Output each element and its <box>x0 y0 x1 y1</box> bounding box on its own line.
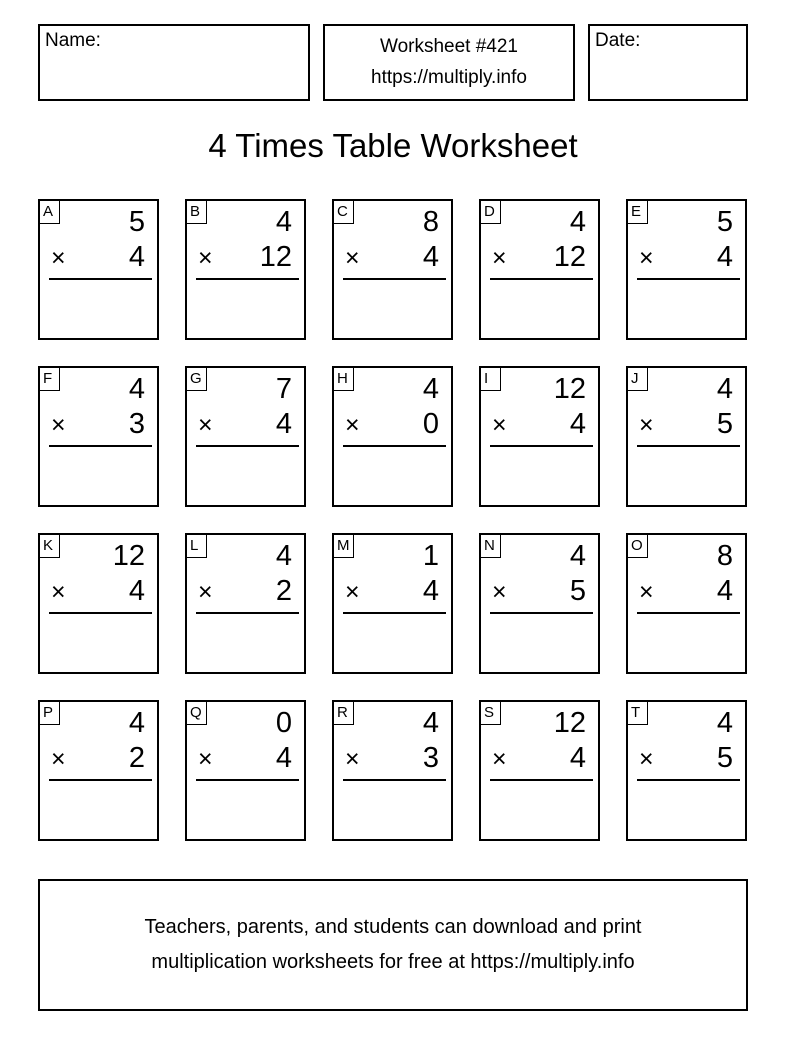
multiplicand: 0 <box>275 707 292 739</box>
multiplicand: 4 <box>128 707 145 739</box>
multiplicand: 8 <box>716 540 733 572</box>
problem-letter: R <box>334 702 354 725</box>
answer-line <box>49 445 152 447</box>
multiplier: 5 <box>716 408 733 440</box>
times-sign: × <box>198 244 213 272</box>
multiplier: 4 <box>128 575 145 607</box>
times-sign: × <box>345 578 360 606</box>
multiplicand: 12 <box>553 373 586 405</box>
answer-line <box>343 612 446 614</box>
times-sign: × <box>51 745 66 773</box>
answer-line <box>490 445 593 447</box>
times-sign: × <box>51 244 66 272</box>
answer-line <box>637 612 740 614</box>
problem-card <box>38 533 159 674</box>
worksheet-info-box <box>323 24 575 101</box>
multiplier: 3 <box>128 408 145 440</box>
times-sign: × <box>492 411 507 439</box>
multiplicand: 4 <box>275 206 292 238</box>
problem-card <box>38 366 159 507</box>
multiplier: 4 <box>716 575 733 607</box>
problem-letter: J <box>628 368 648 391</box>
problem-letter: B <box>187 201 207 224</box>
problem-card <box>479 366 600 507</box>
problem-card <box>626 533 747 674</box>
answer-line <box>343 278 446 280</box>
times-sign: × <box>198 411 213 439</box>
multiplier: 4 <box>275 408 292 440</box>
answer-line <box>196 445 299 447</box>
problem-card <box>479 199 600 340</box>
worksheet-number: Worksheet #421 <box>379 36 518 57</box>
footer-line-1: Teachers, parents, and students can download and print <box>144 916 642 938</box>
date-label: Date: <box>595 30 641 51</box>
multiplicand: 4 <box>569 540 586 572</box>
footer-line-2: multiplication worksheets for free at https://multiply.info <box>151 951 635 973</box>
problem-letter: C <box>334 201 354 224</box>
multiplier: 4 <box>569 408 586 440</box>
answer-line <box>490 612 593 614</box>
problem-letter: F <box>40 368 60 391</box>
name-field-box[interactable] <box>38 24 310 101</box>
multiplicand: 7 <box>275 373 292 405</box>
answer-line <box>49 278 152 280</box>
answer-line <box>343 779 446 781</box>
times-sign: × <box>492 578 507 606</box>
multiplicand: 12 <box>553 707 586 739</box>
multiplier: 12 <box>553 241 586 273</box>
multiplicand: 5 <box>128 206 145 238</box>
multiplicand: 1 <box>422 540 439 572</box>
times-sign: × <box>198 745 213 773</box>
multiplicand: 4 <box>422 707 439 739</box>
times-sign: × <box>345 745 360 773</box>
multiplier: 4 <box>275 742 292 774</box>
answer-line <box>196 612 299 614</box>
multiplier: 5 <box>569 575 586 607</box>
times-sign: × <box>51 411 66 439</box>
problem-card <box>479 533 600 674</box>
problem-letter: T <box>628 702 648 725</box>
times-sign: × <box>492 745 507 773</box>
problem-letter: P <box>40 702 60 725</box>
multiplicand: 4 <box>128 373 145 405</box>
problem-card <box>38 700 159 841</box>
times-sign: × <box>639 244 654 272</box>
problem-card <box>626 366 747 507</box>
multiplicand: 12 <box>112 540 145 572</box>
multiplier: 0 <box>422 408 439 440</box>
multiplicand: 5 <box>716 206 733 238</box>
problem-letter: M <box>334 535 354 558</box>
answer-line <box>196 278 299 280</box>
problem-letter: I <box>481 368 501 391</box>
multiplicand: 8 <box>422 206 439 238</box>
answer-line <box>196 779 299 781</box>
multiplier: 4 <box>569 742 586 774</box>
multiplier: 2 <box>128 742 145 774</box>
answer-line <box>343 445 446 447</box>
problem-card <box>185 700 306 841</box>
page-title: 4 Times Table Worksheet <box>208 127 578 164</box>
multiplier: 3 <box>422 742 439 774</box>
multiplicand: 4 <box>422 373 439 405</box>
problem-card <box>332 366 453 507</box>
multiplicand: 4 <box>716 373 733 405</box>
problem-card <box>479 700 600 841</box>
answer-line <box>637 779 740 781</box>
multiplicand: 4 <box>716 707 733 739</box>
problem-card <box>626 199 747 340</box>
problem-card <box>332 533 453 674</box>
problem-card <box>185 533 306 674</box>
times-sign: × <box>492 244 507 272</box>
times-sign: × <box>345 244 360 272</box>
answer-line <box>637 445 740 447</box>
problem-letter: S <box>481 702 501 725</box>
problem-card <box>38 199 159 340</box>
problem-letter: D <box>481 201 501 224</box>
problem-letter: N <box>481 535 501 558</box>
site-url[interactable]: https://multiply.info <box>371 67 527 88</box>
multiplier: 2 <box>275 575 292 607</box>
multiplier: 4 <box>422 575 439 607</box>
answer-line <box>49 612 152 614</box>
multiplier: 5 <box>716 742 733 774</box>
problem-letter: E <box>628 201 648 224</box>
date-field-box[interactable] <box>588 24 748 101</box>
problem-letter: A <box>40 201 60 224</box>
times-sign: × <box>639 745 654 773</box>
multiplier: 4 <box>128 241 145 273</box>
problem-letter: Q <box>187 702 207 725</box>
times-sign: × <box>639 578 654 606</box>
problem-card <box>626 700 747 841</box>
name-label: Name: <box>45 30 101 51</box>
problem-letter: H <box>334 368 354 391</box>
problem-card <box>332 700 453 841</box>
multiplier: 4 <box>716 241 733 273</box>
answer-line <box>490 278 593 280</box>
answer-line <box>490 779 593 781</box>
times-sign: × <box>345 411 360 439</box>
problem-letter: G <box>187 368 207 391</box>
problem-card <box>185 199 306 340</box>
answer-line <box>49 779 152 781</box>
times-sign: × <box>639 411 654 439</box>
problem-card <box>185 366 306 507</box>
multiplier: 12 <box>259 241 292 273</box>
answer-line <box>637 278 740 280</box>
problem-letter: O <box>628 535 648 558</box>
times-sign: × <box>198 578 213 606</box>
problem-letter: K <box>40 535 60 558</box>
problem-letter: L <box>187 535 207 558</box>
problem-card <box>332 199 453 340</box>
footer-box <box>38 879 748 1011</box>
times-sign: × <box>51 578 66 606</box>
multiplicand: 4 <box>569 206 586 238</box>
multiplicand: 4 <box>275 540 292 572</box>
multiplier: 4 <box>422 241 439 273</box>
